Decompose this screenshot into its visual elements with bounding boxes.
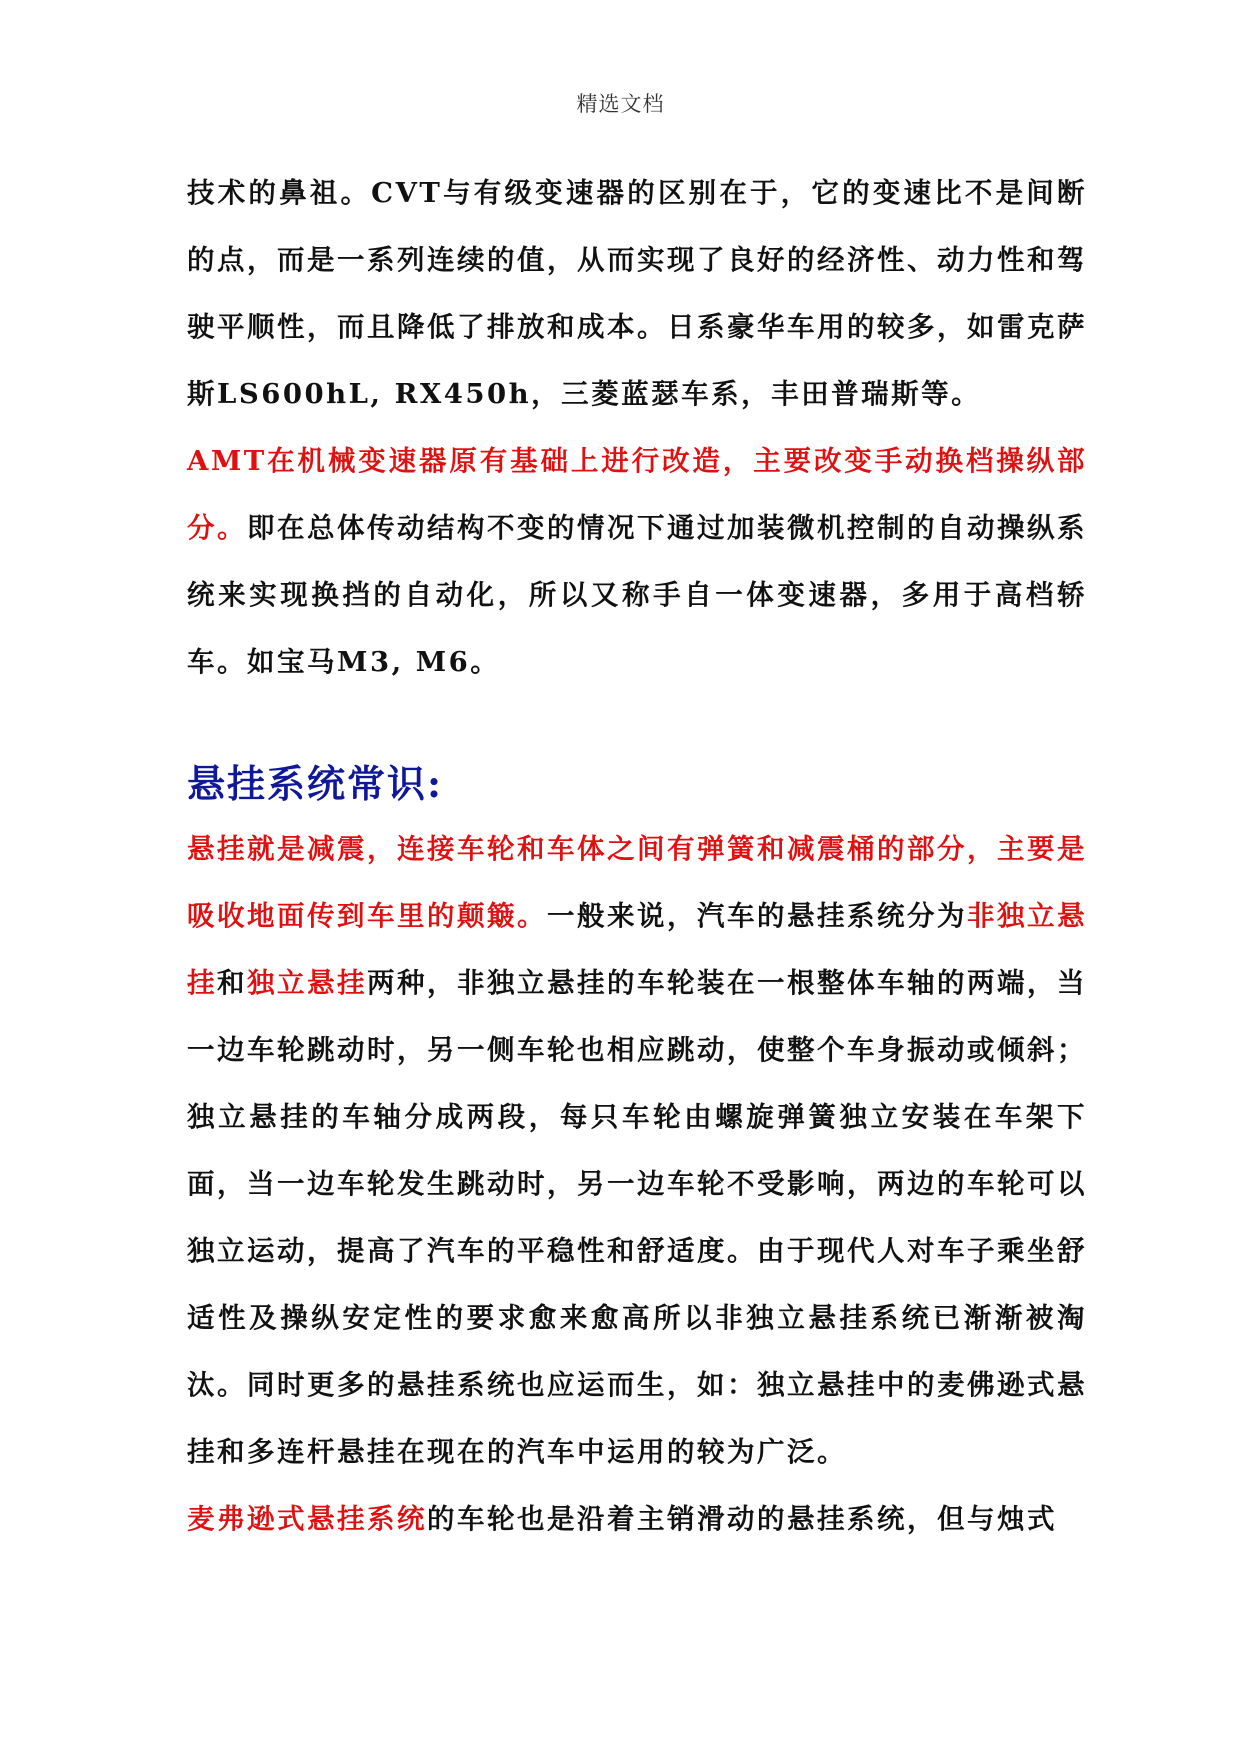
- paragraph-suspension-text-2: 和: [217, 967, 247, 999]
- paragraph-amt-text: 即在总体传动结构不变的情况下通过加装微机控制的自动操纵系统来实现换挡的自动化，所以又称手自一体变速器，多用于高档轿车。如宝马M3, M6。: [187, 512, 1087, 678]
- section-title-suspension: 悬挂系统常识:: [187, 761, 444, 806]
- paragraph-amt: [187, 428, 1087, 696]
- paragraph-suspension-text-3: 两种，非独立悬挂的车轮装在一根整体车轴的两端，当一边车轮跳动时，另一侧车轮也相应跳动，使整个车身振动或倾斜；独立悬挂的车轴分成两段，每只车轮由螺旋弹簧独立安装在车架下面，当一边车轮发生跳动时，另一边车轮不受影响，两边的车轮可以独立运动，提高了汽车的平稳性和舒适度。由于现代人对车子乘坐舒适性及操纵安定性的要求愈来愈高所以非独立悬挂系统已渐渐被淘汰。同时更多的悬挂系统也应运而生，如：独立悬挂中的麦佛逊式悬挂和多连杆悬挂在现在的汽车中运用的较为广泛。: [187, 967, 1087, 1468]
- paragraph-suspension-text-1: 一般来说，汽车的悬挂系统分为: [547, 900, 967, 932]
- paragraph-suspension: [187, 816, 1087, 1486]
- paragraph-suspension-term-dependent: 非独立悬挂: [187, 900, 1087, 999]
- page-header: 精选文档: [576, 92, 665, 116]
- paragraph-suspension-term-independent: 独立悬挂: [247, 967, 367, 999]
- paragraph-cvt: [187, 160, 1087, 428]
- document-body: [187, 160, 1087, 1553]
- paragraph-amt-highlight: AMT在机械变速器原有基础上进行改造，主要改变手动换档操纵部分。: [187, 445, 1087, 544]
- paragraph-macpherson: [187, 1486, 1087, 1553]
- paragraph-cvt-text: 技术的鼻祖。CVT与有级变速器的区别在于，它的变速比不是间断的点，而是一系列连续的值，从而实现了良好的经济性、动力性和驾驶平顺性，而且降低了排放和成本。日系豪华车用的较多，如雷克萨斯LS600hL, RX450h，三菱蓝瑟车系，丰田普瑞斯等。: [187, 177, 1087, 410]
- paragraph-macpherson-text: 的车轮也是沿着主销滑动的悬挂系统，但与烛式: [427, 1503, 1057, 1535]
- paragraph-suspension-definition: 悬挂就是减震，连接车轮和车体之间有弹簧和减震桶的部分，主要是吸收地面传到车里的颠簸。: [187, 833, 1087, 932]
- paragraph-macpherson-term: 麦弗逊式悬挂系统: [187, 1503, 427, 1535]
